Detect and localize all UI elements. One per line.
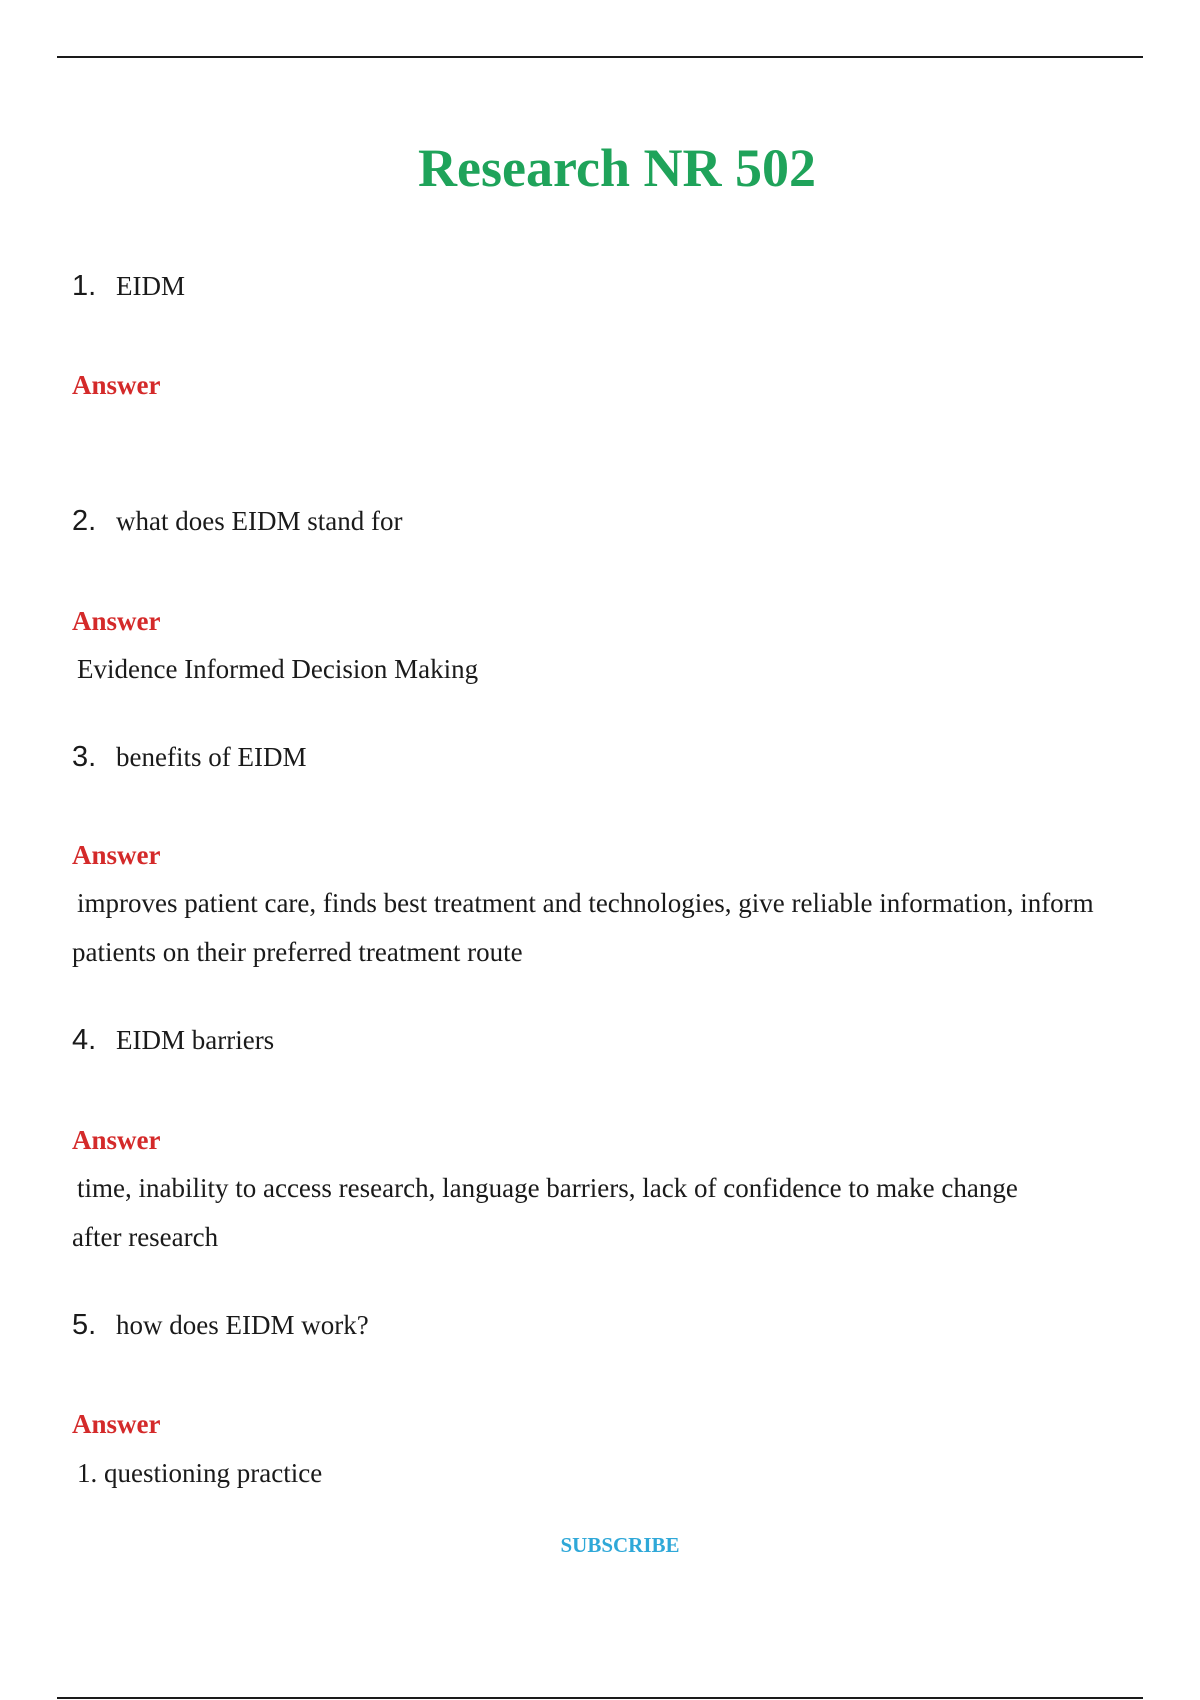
page-title: Research NR 502 <box>418 138 816 198</box>
answer-line: time, inability to access research, language barriers, lack of confidence to make change <box>77 1173 1018 1203</box>
question-text: what does EIDM stand for <box>116 506 403 536</box>
answer-text <box>72 1449 1147 1498</box>
answer-label: Answer <box>72 1409 161 1439</box>
question-text: EIDM <box>116 271 185 301</box>
answer-text <box>72 645 1147 694</box>
answer-text <box>72 879 1147 977</box>
question-number: 5. <box>72 1309 97 1341</box>
answer-label: Answer <box>72 606 161 636</box>
answer-label: Answer <box>72 840 161 870</box>
subscribe-link[interactable]: SUBSCRIBE <box>560 1533 680 1557</box>
answer-label: Answer <box>72 1125 161 1155</box>
question-number: 3. <box>72 741 97 773</box>
answer-label: Answer <box>72 370 161 400</box>
question-number: 4. <box>72 1024 97 1056</box>
question-text: EIDM barriers <box>116 1025 275 1055</box>
top-divider <box>57 56 1143 58</box>
question-5 <box>72 1307 369 1343</box>
answer-line: improves patient care, finds best treatment and technologies, give reliable information, inform <box>77 888 1094 918</box>
question-1 <box>72 268 185 304</box>
question-2 <box>72 503 402 539</box>
answer-line: 1. questioning practice <box>77 1458 323 1488</box>
question-number: 2. <box>72 505 97 537</box>
question-text: benefits of EIDM <box>116 742 307 772</box>
bottom-divider <box>57 1697 1143 1699</box>
question-text: how does EIDM work? <box>116 1310 369 1340</box>
question-3 <box>72 739 306 775</box>
question-4 <box>72 1022 274 1058</box>
answer-line: patients on their preferred treatment route <box>72 937 523 967</box>
answer-line: Evidence Informed Decision Making <box>77 654 479 684</box>
answer-line: after research <box>72 1222 219 1252</box>
question-number: 1. <box>72 270 97 302</box>
answer-text <box>72 1164 1147 1262</box>
